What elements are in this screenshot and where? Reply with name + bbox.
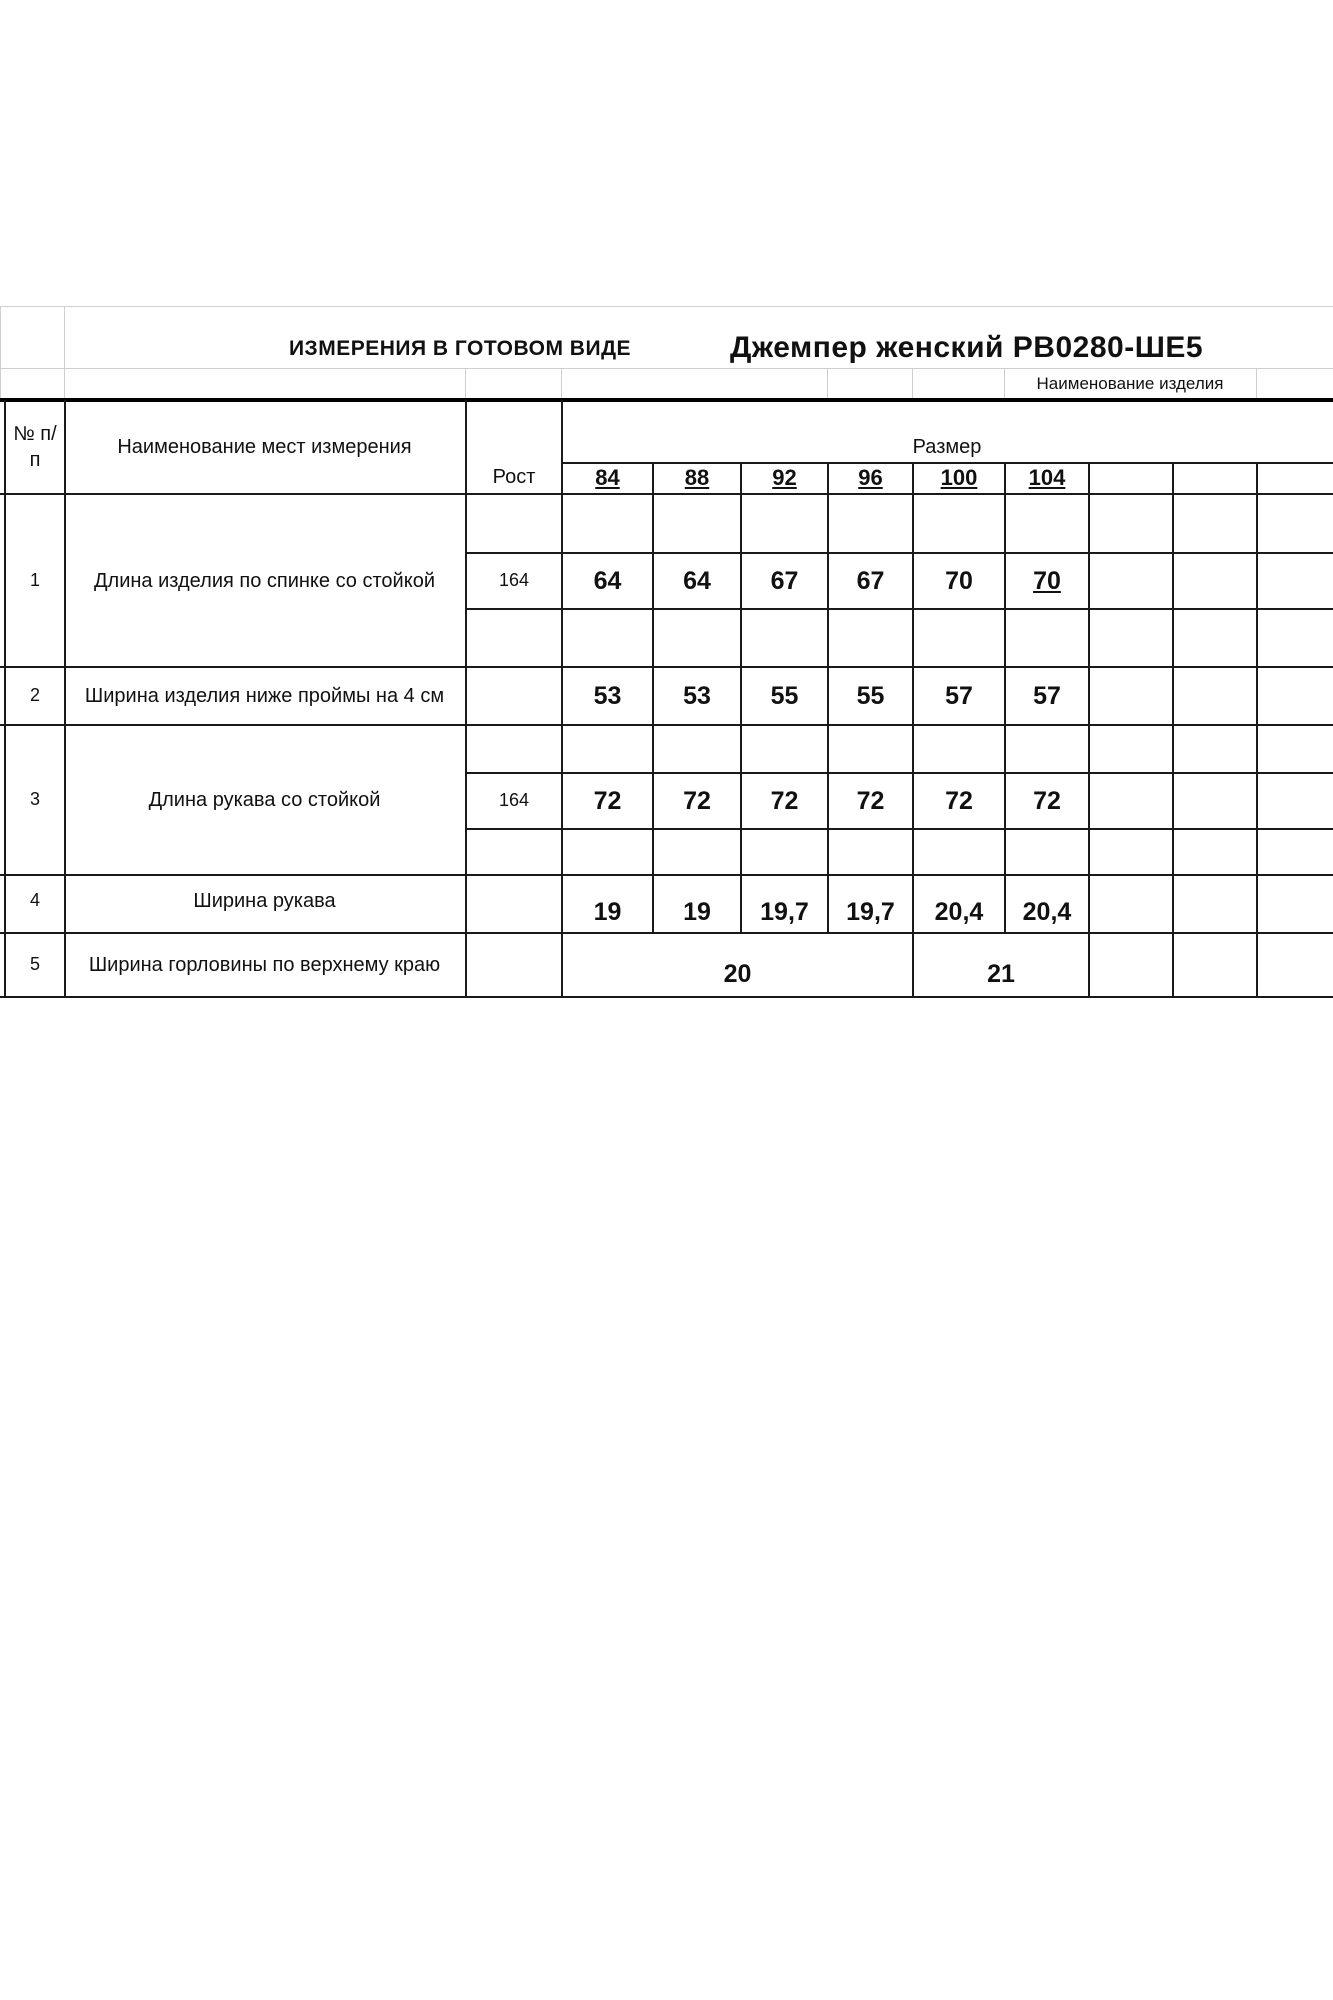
grid-line	[827, 368, 828, 400]
grid-line	[0, 306, 1, 400]
col-num-label: № п/п	[13, 423, 57, 471]
value-cell: 72	[945, 786, 973, 815]
grid-line	[465, 493, 561, 495]
height-value	[467, 668, 561, 724]
grid-line	[1256, 462, 1258, 998]
size-header: 100	[940, 464, 978, 490]
value-cell: 70	[945, 566, 973, 595]
grid-line	[561, 493, 1333, 495]
value-cell: 19,7	[846, 897, 895, 926]
product-name-caption: Наименование изделия	[1036, 373, 1224, 393]
value-cell: 55	[856, 681, 885, 710]
height-value	[467, 876, 561, 932]
grid-line	[0, 306, 1333, 307]
value-cell: 57	[1033, 681, 1061, 710]
value-cell: 72	[683, 786, 711, 815]
size-header: 88	[684, 464, 710, 490]
row-number: 4	[29, 890, 40, 911]
value-cell: 72	[593, 786, 622, 815]
value-cell: 20,4	[934, 897, 984, 926]
row-number: 5	[29, 954, 40, 975]
value-cell: 55	[770, 681, 799, 710]
merged-value-cell: 21	[987, 959, 1015, 988]
value-cell: 67	[770, 566, 799, 595]
size-header: 104	[1028, 464, 1066, 490]
size-group-label: Размер	[912, 436, 982, 458]
grid-line	[1088, 462, 1090, 998]
grid-line	[912, 368, 913, 400]
grid-line	[465, 608, 1333, 610]
value-cell: 19,7	[760, 897, 809, 926]
measurement-name: Ширина изделия ниже проймы на 4 см	[84, 685, 445, 707]
size-header: 96	[858, 464, 883, 490]
grid-line	[465, 828, 1333, 830]
grid-line	[561, 368, 562, 400]
grid-line	[1172, 462, 1174, 998]
product-name: Джемпер женский PB0280-ШЕ5	[730, 330, 1204, 364]
value-cell: 72	[1033, 786, 1061, 815]
value-cell: 72	[770, 786, 799, 815]
col-name-label: Наименование мест измерения	[117, 436, 412, 458]
height-value: 164	[498, 570, 530, 591]
value-cell: 72	[856, 786, 885, 815]
value-cell: 19	[593, 897, 622, 926]
value-cell: 20,4	[1022, 897, 1072, 926]
value-cell: 53	[593, 681, 622, 710]
grid-line	[0, 996, 1333, 998]
value-cell: 57	[945, 681, 973, 710]
size-header: 92	[772, 464, 797, 490]
col-height-label: Рост	[492, 466, 536, 488]
row-number: 3	[29, 789, 40, 810]
measurement-sheet	[0, 306, 1333, 1000]
grid-line	[0, 368, 1333, 369]
grid-line	[465, 368, 466, 400]
size-header: 84	[595, 464, 620, 490]
value-cell: 19	[683, 897, 711, 926]
value-cell: 64	[683, 566, 711, 595]
grid-line	[64, 306, 65, 400]
height-value: 164	[498, 790, 530, 811]
measurement-name: Длина рукава со стойкой	[148, 789, 381, 811]
row-number: 2	[29, 685, 40, 706]
value-cell: 64	[593, 566, 622, 595]
height-value	[467, 934, 561, 996]
measurement-name: Ширина горловины по верхнему краю	[88, 954, 441, 976]
merged-value-cell: 20	[723, 959, 752, 988]
value-cell: 67	[856, 566, 885, 595]
value-cell: 53	[683, 681, 711, 710]
measurement-name: Длина изделия по спинке со стойкой	[94, 569, 435, 592]
section-title: ИЗМЕРЕНИЯ В ГОТОВОМ ВИДЕ	[288, 337, 632, 361]
measurement-name: Ширина рукава	[193, 890, 336, 912]
value-cell: 70	[1033, 566, 1061, 595]
row-number: 1	[29, 569, 40, 590]
grid-line	[1256, 368, 1257, 400]
